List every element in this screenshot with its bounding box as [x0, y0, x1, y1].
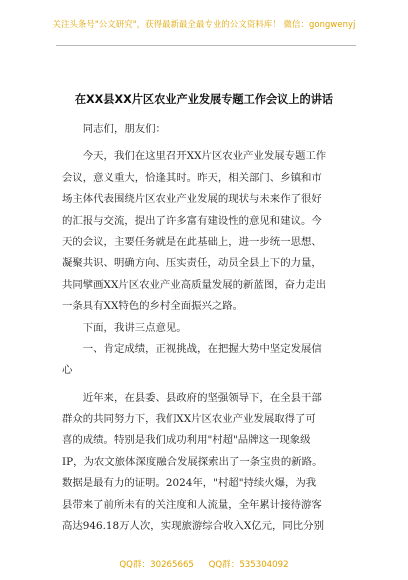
body-line: 一、肯定成绩，正视挑战，在把握大势中坚定发展信 — [62, 342, 322, 355]
body-line: 会议，意义重大，恰逢其时。昨天，相关部门、乡镇和市 — [62, 171, 322, 184]
header-divider — [56, 45, 356, 46]
document-body — [62, 119, 342, 537]
body-line: 下面，我讲三点意见。 — [62, 321, 187, 334]
body-line: 喜的成绩。特别是我们成功利用"村超"品牌这一现象级 — [62, 434, 311, 447]
body-line: 共同擘画XX片区农业产业高质量发展的新蓝图，奋力走出 — [62, 278, 327, 291]
body-line: 今天，我们在这里召开XX片区农业产业发展专题工作 — [62, 150, 327, 163]
document-title: 在XX县XX片区农业产业发展专题工作会议上的讲话 — [74, 93, 334, 106]
header-banner: 关注头条号"公文研究"，获得最新最全最专业的公文资料库！ 微信：gongwenyj — [52, 19, 356, 29]
body-line: 数据是最有力的证明。2024年，"村超"持续火爆，为我 — [62, 477, 317, 490]
body-line: 近年来，在县委、县政府的坚强领导下，在全县干部 — [62, 391, 322, 404]
body-line: 凝聚共识、明确方向、压实责任，动员全县上下的力量， — [62, 257, 322, 270]
body-line: IP，为农文旅体深度融合发展探索出了一条宝贵的新路。 — [62, 455, 323, 468]
body-line: 心 — [62, 364, 73, 377]
body-line: 县带来了前所未有的关注度和人流量，全年累计接待游客 — [62, 498, 322, 511]
footer-contact — [0, 558, 408, 570]
footer-qq-group-1: QQ群：30265665 — [119, 560, 194, 570]
body-line: 高达946.18万人次，实现旅游综合收入X亿元，同比分别 — [62, 520, 324, 533]
body-line: 的汇报与交流，提出了许多富有建设性的意见和建议。今 — [62, 214, 322, 227]
body-line: 一条具有XX特色的乡村全面振兴之路。 — [62, 300, 244, 313]
body-line: 群众的共同努力下，我们XX片区农业产业发展取得了可 — [62, 413, 316, 426]
body-line: 同志们，朋友们： — [62, 123, 166, 135]
body-line: 天的会议，主要任务就是在此基础上，进一步统一思想、 — [62, 235, 322, 248]
body-line: 场主体代表围绕片区农业产业发展的现状与未来作了很好 — [62, 193, 322, 206]
footer-qq-group-2: QQ群：535304092 — [208, 560, 289, 570]
